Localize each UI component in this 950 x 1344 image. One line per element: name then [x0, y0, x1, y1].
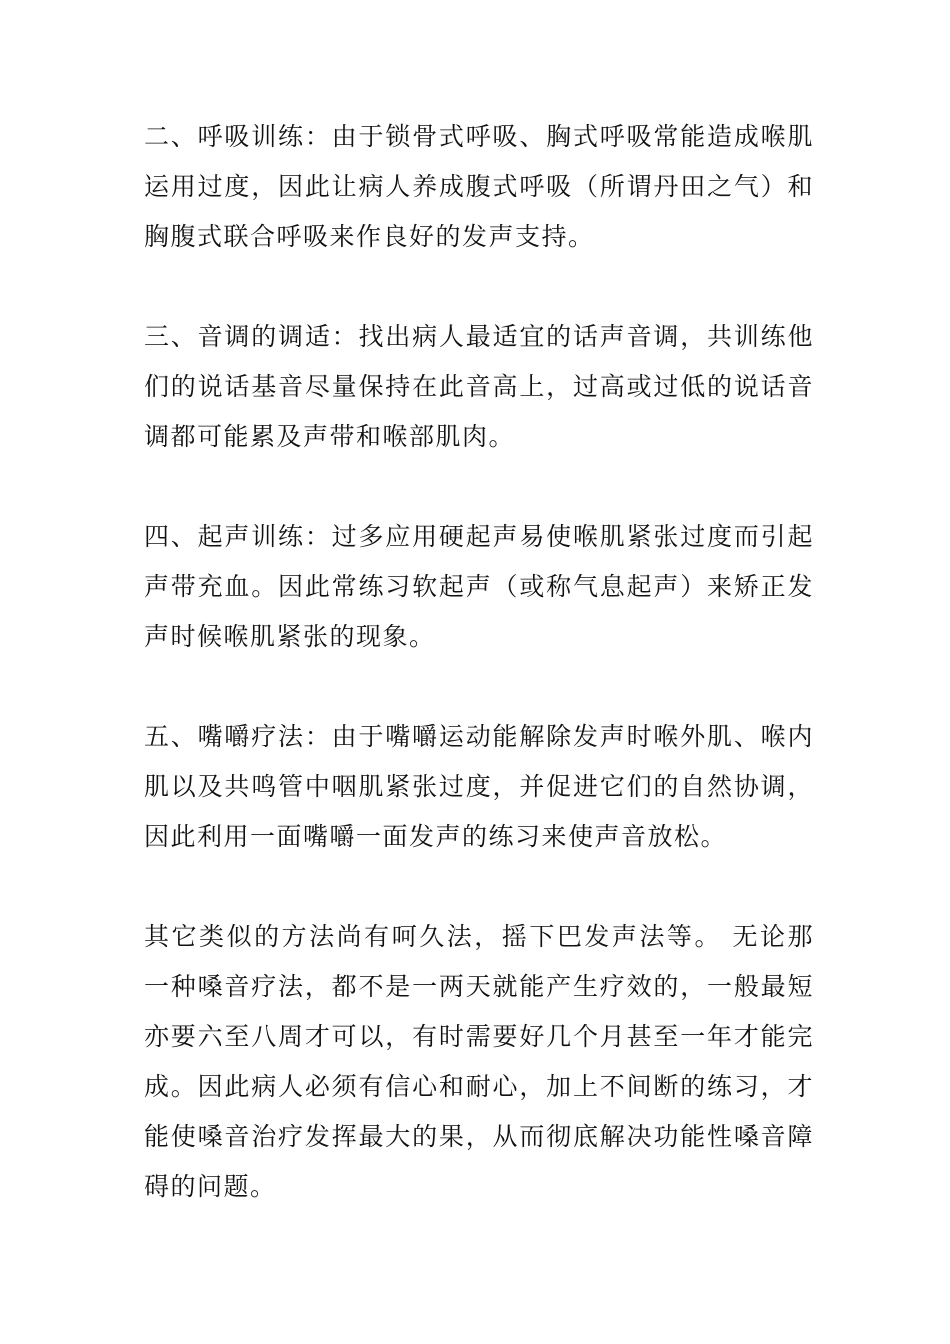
paragraph-breathing-training: 二、呼吸训练：由于锁骨式呼吸、胸式呼吸常能造成喉肌运用过度，因此让病人养成腹式呼吸（所谓丹田之气）和胸腹式联合呼吸来作良好的发声支持。: [144, 122, 814, 251]
paragraph-gap: [144, 662, 814, 712]
paragraph-gap: [144, 262, 814, 312]
paragraph-gap: [144, 862, 814, 912]
paragraph-chewing-therapy: 五、嘴嚼疗法：由于嘴嚼运动能解除发声时喉外肌、喉内肌以及共鸣管中咽肌紧张过度，并促进它们的自然协调，因此利用一面嘴嚼一面发声的练习来使声音放松。: [144, 722, 814, 851]
paragraph-other-methods: 其它类似的方法尚有呵久法，摇下巴发声法等。 无论那一种嗓音疗法，都不是一两天就能产生疗效的，一般最短亦要六至八周才可以，有时需要好几个月甚至一年才能完成。因此病人必须有信心和耐心，加上不间断的练习，才能使嗓音治疗发挥最大的果，从而彻底解决功能性嗓音障碍的问题。: [144, 922, 814, 1201]
document-body: [144, 112, 814, 1212]
paragraph-pitch-adjustment: 三、音调的调适：找出病人最适宜的话声音调，共训练他们的说话基音尽量保持在此音高上，过高或过低的说话音调都可能累及声带和喉部肌肉。: [144, 322, 814, 451]
paragraph-voice-onset-training: 四、起声训练：过多应用硬起声易使喉肌紧张过度而引起声带充血。因此常练习软起声（或称气息起声）来矫正发声时候喉肌紧张的现象。: [144, 522, 814, 651]
paragraph-gap: [144, 462, 814, 512]
